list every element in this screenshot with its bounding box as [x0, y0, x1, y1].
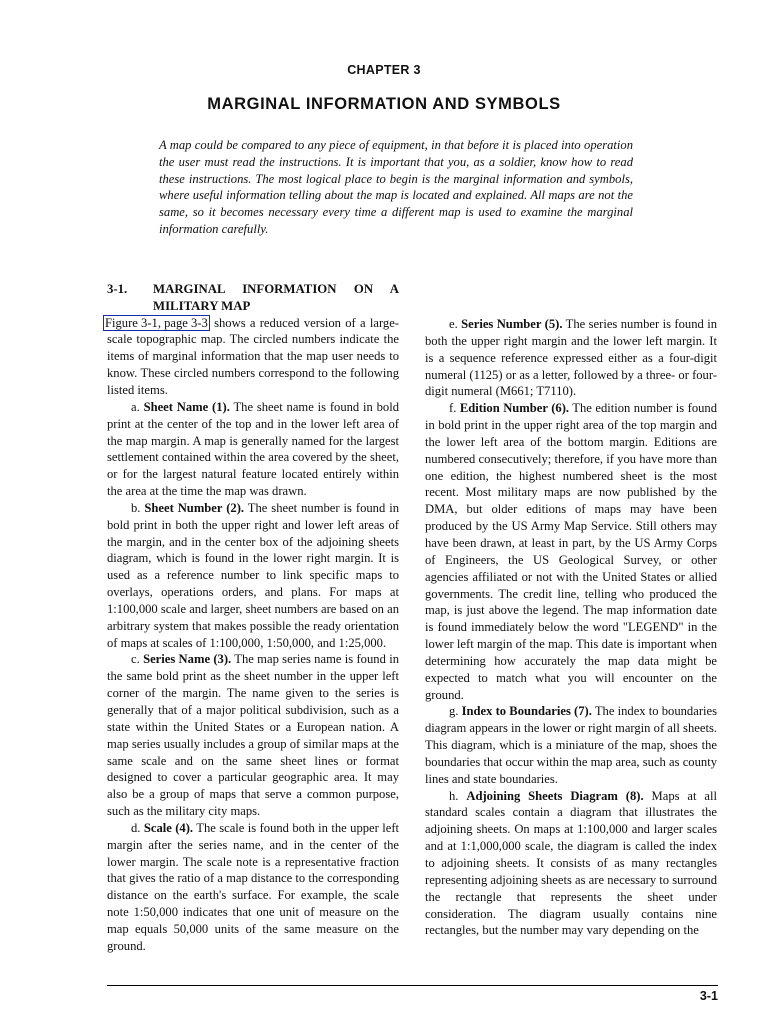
- item-a-label: Sheet Name (1).: [143, 399, 230, 414]
- item-a-prefix: a.: [131, 399, 144, 414]
- item-e-label: Series Number (5).: [461, 317, 563, 331]
- section-number: 3-1.: [107, 282, 128, 296]
- item-b-label: Sheet Number (2).: [144, 500, 245, 515]
- item-c-label: Series Name (3).: [143, 652, 232, 667]
- left-column: [107, 281, 399, 955]
- item-b-text: The sheet number is found in bold print in both the upper right and lower left areas of the margin, and in the center box of the adjoining sheets diagram, which is found in the lower right margin. It is used as a reference number to link specific maps to overlays, operations orders, and plans. For maps at 1:100,000 scale and larger, sheet numbers are based on an arbitrary system that makes possible the ready orientation of maps at scales of 1:100,000, 1:50,000, and 1:25,000.: [107, 500, 399, 650]
- item-h-prefix: h.: [449, 788, 467, 803]
- item-f-prefix: f.: [449, 401, 460, 416]
- section-lead-paragraph: [107, 315, 399, 399]
- item-f-paragraph: [425, 400, 717, 703]
- section-lead-text: shows a reduced version of a large-scale topographic map. The circled numbers indicate the items of marginal information that the map user needs to know. These circled numbers correspond to the following listed items.: [107, 315, 399, 397]
- item-c-paragraph: [107, 651, 399, 819]
- item-h-text: Maps at all standard scales contain a diagram that illustrates the adjoining sheets. On maps at 1:100,000 and larger scales and at 1:1,000,000 scale, the diagram is called the index to adjoining sheets. It consists of as many rectangles representing adjoining sheets as are necessary to surround the rectangle that represents the sheet under consideration. The diagram usually contains nine rectangles, but the number may vary depending on the: [425, 788, 718, 938]
- item-b-prefix: b.: [131, 500, 145, 515]
- item-g-label: Index to Boundaries (7).: [461, 704, 592, 719]
- right-column: [425, 316, 717, 939]
- item-e-text: The series number is found in both the upper right margin and the lower left margin. It is a sequence reference expressed either as a four-digit numeral (1125) or as a letter, followed by a three- or four-digit numeral (M661; T7110).: [425, 317, 717, 399]
- item-b-paragraph: [107, 500, 399, 652]
- intro-paragraph: A map could be compared to any piece of equipment, in that before it is placed into operation the user must read the instructions. It is important that you, as a soldier, know how to read these instructions. The most logical place to begin is the marginal information and symbols, where useful information telling about the map is located and explained. All maps are not the same, so it becomes necessary every time a different map is used to examine the marginal information carefully.: [159, 138, 633, 236]
- item-a-text: The sheet name is found in bold print at the center of the top and in the lower left area of the map margin. A map is generally named for the largest settlement contained within the area covered by the sheet, or for the largest natural feature located entirely within the area at the time the map was drawn.: [107, 399, 400, 499]
- item-c-prefix: c.: [131, 652, 144, 667]
- section-title: MARGINAL INFORMATION ON A MILITARY MAP: [153, 282, 399, 313]
- item-d-text: The scale is found both in the upper left margin after the series name, and in the center of the lower margin. The scale note is a representative fraction that gives the ratio of a map distance to the corresponding distance on the earth's surface. For example, the scale note 1:50,000 indicates that one unit of measure on the map equals 50,000 units of the same measure on the ground.: [107, 820, 400, 953]
- item-c-text: The map series name is found in the same bold print as the sheet number in the upper left corner of the margin. The name given to the series is generally that of a major political subdivision, such as a state within the United States or a European nation. A map series usually includes a group of similar maps at the same scale and on the same sheet lines or format designed to cover a particular geographic area. It may also be a group of maps that serve a common purpose, such as the military city maps.: [107, 652, 399, 819]
- item-e-prefix: e.: [449, 317, 462, 331]
- item-g-paragraph: [425, 703, 717, 787]
- chapter-label: CHAPTER 3: [347, 63, 421, 77]
- figure-link[interactable]: Figure 3-1, page 3-3: [105, 315, 208, 330]
- item-d-paragraph: [107, 820, 399, 955]
- item-d-label: Scale (4).: [143, 820, 194, 835]
- item-a-paragraph: [107, 399, 399, 500]
- page-number: 3-1: [699, 989, 718, 1003]
- item-f-label: Edition Number (6).: [459, 401, 570, 416]
- section-heading: [107, 281, 399, 315]
- item-g-text: The index to boundaries diagram appears in the lower or right margin of all sheets. This diagram, which is a miniature of the map, shoes the boundaries that occur within the map area, such as county lines and state boundaries.: [425, 704, 718, 786]
- item-f-text: The edition number is found in bold print in the upper right area of the top margin and the lower left area of the bottom margin. Editions are numbered consecutively; therefore, if you have more than one edition, the highest numbered sheet is the most recent. Most military maps are now published by the DMA, but older editions of maps may have been produced by the US Army Map Service. Still others may have been drawn, at least in part, by the US Army Corps of Engineers, the US Geological Survey, or other agencies affiliated or not with the United States or allied governments. The credit line, telling who produced the map, is just above the legend. The map information date is found immediately below the word "LEGEND" in the lower left margin of the map. This date is important when determining how accurately the map data might be expected to match what you will encounter on the ground.: [425, 401, 718, 702]
- item-g-prefix: g.: [449, 704, 462, 719]
- footer-rule: [107, 985, 718, 986]
- item-e-paragraph: [425, 316, 717, 400]
- chapter-title: MARGINAL INFORMATION AND SYMBOLS: [207, 95, 561, 113]
- item-h-paragraph: [425, 788, 717, 940]
- item-h-label: Adjoining Sheets Diagram (8).: [466, 788, 644, 803]
- item-d-prefix: d.: [131, 820, 144, 835]
